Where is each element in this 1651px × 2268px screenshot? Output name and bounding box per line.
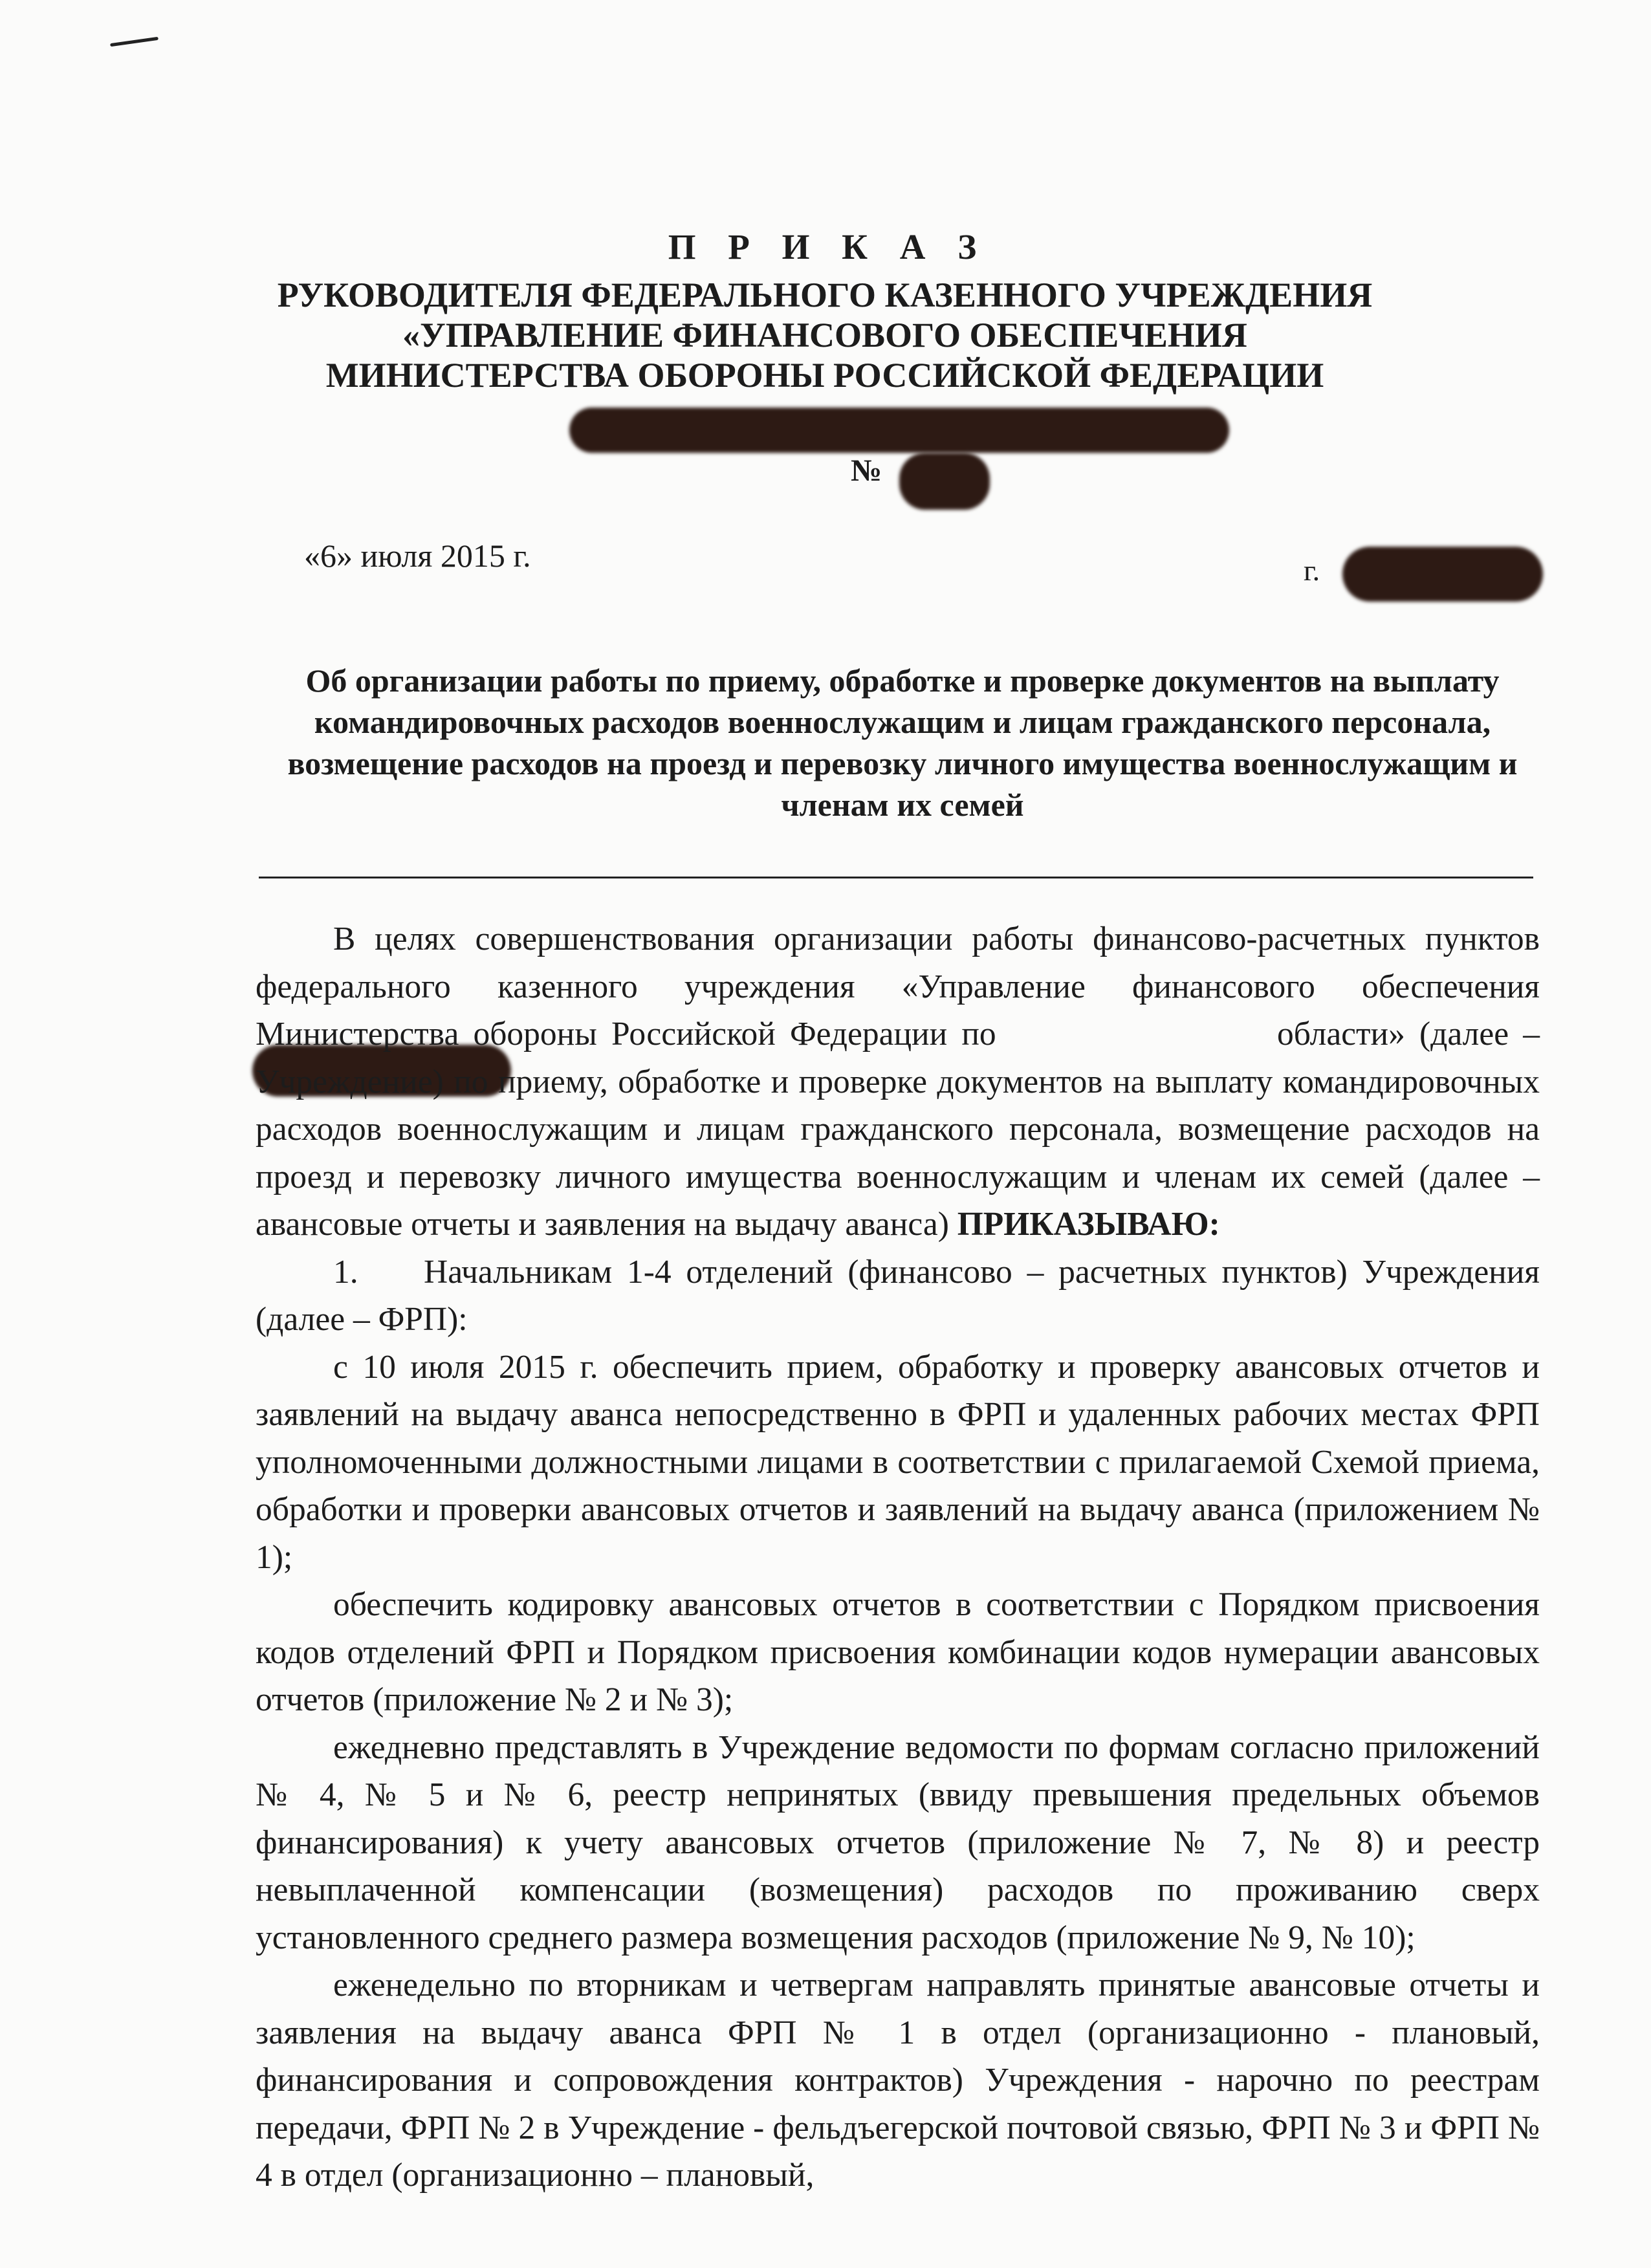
issuer-line-2: «УПРАВЛЕНИЕ ФИНАНСОВОГО ОБЕСПЕЧЕНИЯ [402, 316, 1247, 354]
item-1-number: 1. [333, 1253, 358, 1291]
redaction-order-number [899, 453, 990, 510]
intro-paragraph [256, 915, 1540, 1248]
order-subject: Об организации работы по приему, обработке и проверке документов на выплату командировочных расходов военнослужащим и лицам гражданского персонала, возмещение расходов на проезд и перевозку личного имущества военнослужащим и членам их семей [287, 662, 1518, 823]
intro-text-part1: В целях совершенствования организации работы финансово-расчетных пунктов федерального казенного учреждения «Управление финансового обеспечения Министерства обороны Российской Федерации по [256, 921, 1540, 1052]
redaction-city [1342, 547, 1543, 602]
issuer-line-1: РУКОВОДИТЕЛЯ ФЕДЕРАЛЬНОГО КАЗЕННОГО УЧРЕЖДЕНИЯ [277, 276, 1373, 314]
order-number-label: № [851, 453, 882, 488]
issuer-header [129, 275, 1520, 395]
item-1 [256, 1248, 1540, 1344]
paragraph-daily-reports: ежедневно представлять в Учреждение ведомости по формам согласно приложений № 4, № 5 и № 6, реестр непринятых (ввиду превышения предельных объемов финансирования) к учету авансовых отчетов (приложение № 7, № 8) и реестр невыплаченной компенсации (возмещения) расходов по проживанию сверх установленного среднего размера возмещения расходов (приложение № 9, № 10); [256, 1728, 1540, 1956]
intro-text-part2: области» (далее – Учреждение) по приему, обработке и проверке документов на выплату командировочных расходов военнослужащим и лицам гражданского персонала, возмещение расходов на проезд и перевозку личного имущества военнослужащим и членам их семей (далее – авансовые отчеты и заявления на выдачу аванса) [256, 1016, 1540, 1243]
paragraph-reception: с 10 июля 2015 г. обеспечить прием, обработку и проверку авансовых отчетов и заявлений на выдачу аванса непосредственно в ФРП и удаленных рабочих местах ФРП уполномоченными должностными лицами в соответствии с прилагаемой Схемой приема, обработки и проверки авансовых отчетов и заявлений на выдачу аванса (приложением № 1); [256, 1348, 1540, 1576]
city-prefix: г. [1304, 554, 1320, 587]
issuer-line-3: МИНИСТЕРСТВА ОБОРОНЫ РОССИЙСКОЙ ФЕДЕРАЦИИ [325, 356, 1324, 395]
order-word: ПРИКАЗЫВАЮ: [957, 1206, 1220, 1243]
paragraph-coding: обеспечить кодировку авансовых отчетов в соответствии с Порядком присвоения кодов отделений ФРП и Порядком присвоения комбинации кодов нумерации авансовых отчетов (приложение № 2 и № 3); [256, 1586, 1540, 1718]
paragraph-weekly-dispatch: еженедельно по вторникам и четвергам направлять принятые авансовые отчеты и заявления на выдачу аванса ФРП № 1 в отдел (организационно - плановый, финансирования и сопровождения контрактов) Учреждения - нарочно по реестрам передачи, ФРП № 2 в Учреждение - фельдъегерской почтовой связью, ФРП № 3 и ФРП № 4 в отдел (организационно – плановый, [256, 1967, 1540, 2194]
order-body [256, 915, 1540, 2199]
redaction-region-name [569, 408, 1229, 453]
document-type-title: П Р И К А З [668, 227, 989, 267]
item-1-text: Начальникам 1-4 отделений (финансово – расчетных пунктов) Учреждения (далее – ФРП): [256, 1253, 1540, 1338]
subject-divider [259, 877, 1533, 878]
order-date: «6» июля 2015 г. [304, 538, 531, 574]
corner-pen-mark [110, 37, 159, 47]
